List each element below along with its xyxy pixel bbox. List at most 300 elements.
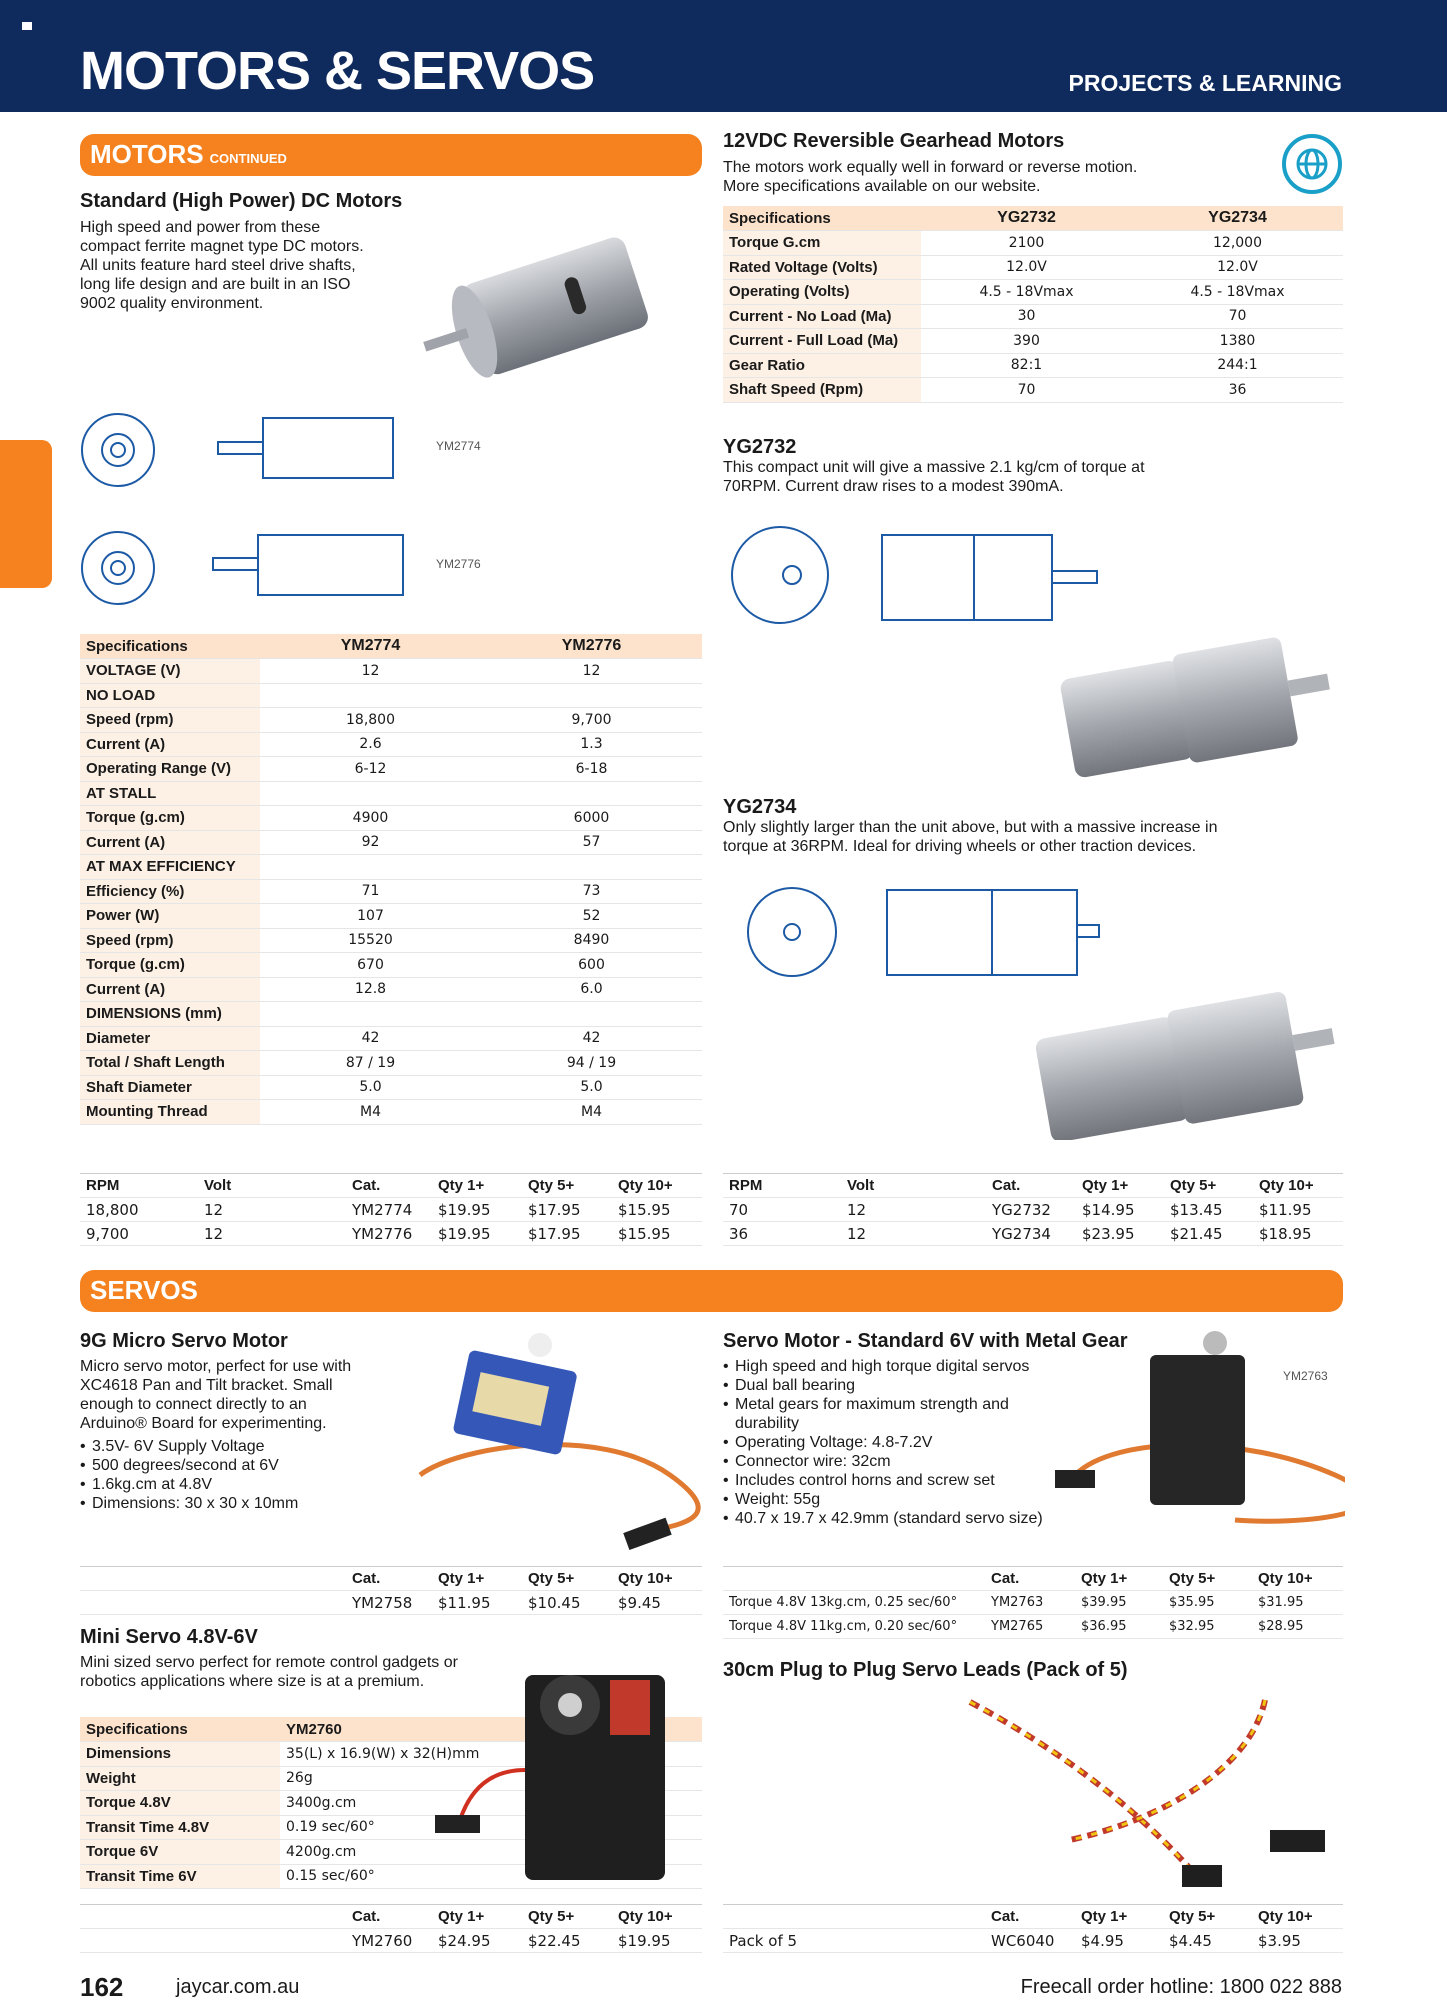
table-row [80,1198,702,1222]
leads-price-table [723,1904,1343,1953]
spec-label: DIMENSIONS (mm) [80,1002,260,1027]
table-cell: $15.95 [612,1222,702,1246]
spec-value: 6000 [481,806,702,831]
spec-value [481,781,702,806]
spec-value: 1.3 [481,732,702,757]
mini-price-table [80,1904,702,1953]
table-row [723,231,1343,256]
spec-value: 12 [260,659,481,684]
spec-value: 5.0 [260,1075,481,1100]
spec-value [260,683,481,708]
micro-desc-line: XC4618 Pan and Tilt bracket. Small [80,1377,333,1394]
spec-label: Transit Time 4.8V [80,1815,280,1840]
table-cell: YM2765 [985,1615,1075,1639]
spec-label: Current (A) [80,830,260,855]
diagram-label-ym2776: YM2776 [436,557,481,571]
price-header-cell: Cat. [985,1905,1075,1929]
spec-value [260,855,481,880]
spec-value: 1380 [1132,329,1343,354]
price-header-cell [723,1905,985,1929]
table-cell [80,1591,346,1615]
table-cell: $13.45 [1164,1198,1253,1222]
yg2734-photo [1030,975,1345,1140]
spec-value [260,781,481,806]
std-servo-photo [1045,1325,1345,1535]
spec-value: 600 [481,953,702,978]
dc-desc-line: long life design and are built in an ISO [80,276,351,293]
footer-hotline: Freecall order hotline: 1800 022 888 [1020,1976,1342,1998]
price-header-cell: Volt [198,1174,346,1198]
mini-desc-line: Mini sized servo perfect for remote control gadgets or [80,1654,458,1671]
spec-header-cell: Specifications [723,206,921,231]
page-number: 162 [80,1972,124,2000]
table-cell: YG2734 [986,1222,1076,1246]
table-row [80,683,702,708]
price-header-cell: Qty 10+ [1252,1567,1343,1591]
micro-desc-line: Micro servo motor, perfect for use with [80,1358,352,1375]
spec-value: 70 [921,378,1132,403]
dc-desc-line: High speed and power from these [80,219,321,236]
globe-icon [1282,134,1342,194]
yg2732-desc [723,458,1145,496]
mini-title: Mini Servo 4.8V-6V [80,1626,258,1648]
side-tab [0,440,52,588]
price-header-cell: Qty 5+ [522,1174,612,1198]
table-row [80,1222,702,1246]
spec-header-cell: Specifications [80,634,260,659]
table-row [80,1075,702,1100]
spec-value: 73 [481,879,702,904]
table-header-row [723,1174,1343,1198]
micro-desc-line: Arduino® Board for experimenting. [80,1415,327,1432]
section-title: PROJECTS & LEARNING [1068,70,1342,96]
table-header-row [80,1905,702,1929]
table-cell: WC6040 [985,1929,1075,1953]
spec-value: 8490 [481,928,702,953]
bullet-item: • High speed and high torque digital servos [723,1357,1093,1376]
table-cell: Torque 4.8V 13kg.cm, 0.25 sec/60° [723,1591,985,1615]
spec-label: Rated Voltage (Volts) [723,255,921,280]
table-row [723,353,1343,378]
table-cell: YM2760 [346,1929,432,1953]
spec-value: M4 [260,1100,481,1125]
table-header-row [80,1567,702,1591]
table-row [723,1198,1343,1222]
mini-desc-line: robotics applications where size is at a premium. [80,1673,425,1690]
table-row [723,1591,1343,1615]
table-row [723,329,1343,354]
bullet-item: • Includes control horns and screw set [723,1471,1093,1490]
bullet-item: • Dual ball bearing [723,1376,1093,1395]
table-cell: $18.95 [1253,1222,1343,1246]
dc-desc-line: compact ferrite magnet type DC motors. [80,238,364,255]
price-header-cell: Qty 5+ [1163,1905,1252,1929]
table-row [80,830,702,855]
spec-value: 5.0 [481,1075,702,1100]
motors-bar [80,134,702,176]
spec-value: 36 [1132,378,1343,403]
spec-value: 12.0V [1132,255,1343,280]
table-cell: $15.95 [612,1198,702,1222]
spec-label: Dimensions [80,1742,280,1767]
table-row [80,879,702,904]
table-cell: 12 [841,1198,986,1222]
price-header-cell: Qty 1+ [1076,1174,1164,1198]
gear-desc-line: The motors work equally well in forward or reverse motion. [723,159,1138,176]
dc-spec-table [80,634,702,1125]
menu-icon [22,22,32,30]
gear-desc [723,158,1137,196]
dc-price-table [80,1173,702,1246]
table-cell: 9,700 [80,1222,198,1246]
spec-value: M4 [481,1100,702,1125]
spec-label: Torque (g.cm) [80,953,260,978]
spec-value: 94 / 19 [481,1051,702,1076]
price-header-cell: Qty 10+ [612,1174,702,1198]
gear-desc-line: More specifications available on our website. [723,178,1041,195]
spec-value [481,683,702,708]
page-header [0,0,1447,112]
bullet-item: • 500 degrees/second at 6V [80,1456,298,1475]
std-servo-label: YM2763 [1283,1369,1328,1383]
gear-price-table [723,1173,1343,1246]
table-cell: Torque 4.8V 11kg.cm, 0.20 sec/60° [723,1615,985,1639]
price-header-cell: RPM [80,1174,198,1198]
table-row [80,1929,702,1953]
spec-value: 107 [260,904,481,929]
dc-desc-line: All units feature hard steel drive shafts, [80,257,356,274]
spec-value: 6-12 [260,757,481,782]
spec-label: Diameter [80,1026,260,1051]
price-header-cell: Cat. [346,1174,432,1198]
std-title: Servo Motor - Standard 6V with Metal Gear [723,1330,1128,1352]
table-cell: 12 [841,1222,986,1246]
spec-value: 4.5 - 18Vmax [1132,280,1343,305]
table-row [80,806,702,831]
spec-label: Torque 6V [80,1840,280,1865]
spec-label: Current - Full Load (Ma) [723,329,921,354]
table-cell: $11.95 [432,1591,522,1615]
price-header-cell: Volt [841,1174,986,1198]
dc-title: Standard (High Power) DC Motors [80,190,403,212]
spec-value: 2100 [921,231,1132,256]
servos-bar-title: SERVOS [90,1275,198,1305]
table-row [80,732,702,757]
motors-bar-title: MOTORS [90,139,204,169]
spec-label: Shaft Diameter [80,1075,260,1100]
spec-value: 82:1 [921,353,1132,378]
dc-motor-diagram [78,390,498,620]
gear-title: 12VDC Reversible Gearhead Motors [723,130,1065,152]
spec-label: AT MAX EFFICIENCY [80,855,260,880]
table-cell: $17.95 [522,1222,612,1246]
spec-value: 57 [481,830,702,855]
price-header-cell: Qty 10+ [612,1567,702,1591]
table-row [723,1615,1343,1639]
table-cell: 12 [198,1222,346,1246]
table-cell: $19.95 [432,1198,522,1222]
spec-label: Mounting Thread [80,1100,260,1125]
spec-value: 18,800 [260,708,481,733]
table-cell: $19.95 [432,1222,522,1246]
yg2732-desc-line: 70RPM. Current draw rises to a modest 390mA. [723,478,1064,495]
price-header-cell: Cat. [986,1174,1076,1198]
spec-label: Torque (g.cm) [80,806,260,831]
page-title: MOTORS & SERVOS [80,41,595,101]
spec-label: Current (A) [80,977,260,1002]
table-cell: $24.95 [432,1929,522,1953]
price-header-cell: Qty 1+ [432,1567,522,1591]
spec-label: Shaft Speed (Rpm) [723,378,921,403]
footer-url[interactable]: jaycar.com.au [176,1976,300,1998]
micro-title: 9G Micro Servo Motor [80,1330,288,1352]
price-header-cell: RPM [723,1174,841,1198]
table-cell: $36.95 [1075,1615,1163,1639]
std-bullets [723,1357,1093,1528]
spec-label: Transit Time 6V [80,1864,280,1889]
table-row [80,659,702,684]
spec-label: Efficiency (%) [80,879,260,904]
table-cell: 70 [723,1198,841,1222]
spec-value: 42 [260,1026,481,1051]
servos-bar [80,1270,1343,1312]
table-row [80,1051,702,1076]
spec-header-cell: YM2776 [481,634,702,659]
table-cell: 12 [198,1198,346,1222]
spec-label: Speed (rpm) [80,708,260,733]
spec-value: 71 [260,879,481,904]
spec-value: 244:1 [1132,353,1343,378]
bullet-item: • Dimensions: 30 x 30 x 10mm [80,1494,298,1513]
spec-label: VOLTAGE (V) [80,659,260,684]
spec-value: 4.5 - 18Vmax [921,280,1132,305]
table-cell: Pack of 5 [723,1929,985,1953]
spec-label: AT STALL [80,781,260,806]
price-header-cell: Cat. [346,1905,432,1929]
table-row [723,304,1343,329]
table-row [80,904,702,929]
table-header-row [723,206,1343,231]
price-header-cell: Qty 5+ [522,1567,612,1591]
yg2734-desc-line: torque at 36RPM. Ideal for driving wheels or other traction devices. [723,838,1197,855]
bullet-item: • Metal gears for maximum strength and durability [723,1395,1023,1433]
table-header-row [723,1905,1343,1929]
motors-bar-sub: CONTINUED [209,151,287,166]
price-header-cell: Cat. [346,1567,432,1591]
table-row [723,280,1343,305]
table-cell: $4.95 [1075,1929,1163,1953]
table-cell: $32.95 [1163,1615,1252,1639]
price-header-cell: Qty 1+ [1075,1905,1163,1929]
table-row [723,378,1343,403]
spec-value: 15520 [260,928,481,953]
bullet-item: • 40.7 x 19.7 x 42.9mm (standard servo size) [723,1509,1093,1528]
table-cell: $4.45 [1163,1929,1252,1953]
spec-header-cell: Specifications [80,1717,280,1742]
table-cell: 36 [723,1222,841,1246]
table-cell: $10.45 [522,1591,612,1615]
table-cell: $14.95 [1076,1198,1164,1222]
spec-value: 42 [481,1026,702,1051]
spec-value: 12.0V [921,255,1132,280]
yg2732-photo [1045,612,1345,792]
table-row [80,977,702,1002]
table-cell: $11.95 [1253,1198,1343,1222]
mini-servo-photo [430,1650,705,1900]
table-cell: $28.95 [1252,1615,1343,1639]
spec-value: 0.19 sec/60° [280,1815,702,1840]
table-cell: $9.45 [612,1591,702,1615]
spec-value: 390 [921,329,1132,354]
table-cell: YM2774 [346,1198,432,1222]
spec-value: 3400g.cm [280,1791,702,1816]
leads-title: 30cm Plug to Plug Servo Leads (Pack of 5) [723,1659,1128,1681]
spec-value: 12,000 [1132,231,1343,256]
table-header-row [80,1174,702,1198]
spec-value: 2.6 [260,732,481,757]
spec-value: 0.15 sec/60° [280,1864,702,1889]
spec-label: Gear Ratio [723,353,921,378]
spec-value [481,855,702,880]
dc-desc [80,218,364,313]
table-row [723,1222,1343,1246]
spec-value: 30 [921,304,1132,329]
bullet-item: • 3.5V- 6V Supply Voltage [80,1437,298,1456]
spec-label: NO LOAD [80,683,260,708]
table-row [80,928,702,953]
table-cell: $21.45 [1164,1222,1253,1246]
price-header-cell: Qty 10+ [1252,1905,1343,1929]
spec-value: 70 [1132,304,1343,329]
table-cell: $39.95 [1075,1591,1163,1615]
spec-value: 35(L) x 16.9(W) x 32(H)mm [280,1742,702,1767]
spec-value [260,1002,481,1027]
yg2734-title: YG2734 [723,796,797,818]
table-header-row [80,634,702,659]
spec-value: 9,700 [481,708,702,733]
table-cell: YG2732 [986,1198,1076,1222]
spec-label: Torque 4.8V [80,1791,280,1816]
price-header-cell: Cat. [985,1567,1075,1591]
table-row [723,1929,1343,1953]
table-row [80,1002,702,1027]
price-header-cell: Qty 5+ [522,1905,612,1929]
table-row [80,855,702,880]
spec-value: 4900 [260,806,481,831]
table-cell: $19.95 [612,1929,702,1953]
spec-label: Torque G.cm [723,231,921,256]
spec-label: Current - No Load (Ma) [723,304,921,329]
spec-value: 52 [481,904,702,929]
price-header-cell: Qty 1+ [432,1905,522,1929]
diagram-label-ym2774: YM2774 [436,439,481,453]
table-cell: $17.95 [522,1198,612,1222]
micro-bullets [80,1437,298,1513]
price-header-cell [723,1567,985,1591]
spec-header-cell: YG2732 [921,206,1132,231]
price-header-cell [80,1905,346,1929]
std-price-table [723,1566,1343,1639]
table-row [80,1100,702,1125]
price-header-cell: Qty 1+ [432,1174,522,1198]
spec-value: 670 [260,953,481,978]
spec-value: 92 [260,830,481,855]
table-cell: $23.95 [1076,1222,1164,1246]
spec-label: Total / Shaft Length [80,1051,260,1076]
spec-header-cell: YG2734 [1132,206,1343,231]
table-row [80,953,702,978]
table-cell [80,1929,346,1953]
spec-value: 4200g.cm [280,1840,702,1865]
yg2734-desc-line: Only slightly larger than the unit above, but with a massive increase in [723,819,1218,836]
table-header-row [723,1567,1343,1591]
spec-header-cell: YM2760 [280,1717,702,1742]
spec-label: Weight [80,1766,280,1791]
table-cell: YM2758 [346,1591,432,1615]
spec-value: 6-18 [481,757,702,782]
table-cell: YM2763 [985,1591,1075,1615]
spec-label: Operating Range (V) [80,757,260,782]
table-row [723,255,1343,280]
spec-value: 12 [481,659,702,684]
table-cell: YM2776 [346,1222,432,1246]
table-cell: $22.45 [522,1929,612,1953]
spec-label: Operating (Volts) [723,280,921,305]
dc-motor-photo [410,215,690,390]
micro-servo-photo [400,1325,705,1550]
spec-value: 87 / 19 [260,1051,481,1076]
mini-desc [80,1653,458,1691]
price-header-cell: Qty 10+ [1253,1174,1343,1198]
spec-header-cell: YM2774 [260,634,481,659]
price-header-cell: Qty 1+ [1075,1567,1163,1591]
bullet-item: • Weight: 55g [723,1490,1093,1509]
spec-label: Power (W) [80,904,260,929]
table-cell: $35.95 [1163,1591,1252,1615]
table-row [80,708,702,733]
table-cell: $3.95 [1252,1929,1343,1953]
gear-spec-table [723,206,1343,403]
dc-desc-line: 9002 quality environment. [80,295,264,312]
yg2732-title: YG2732 [723,436,797,458]
micro-price-table [80,1566,702,1615]
yg2734-desc [723,818,1217,856]
bullet-item: • Connector wire: 32cm [723,1452,1093,1471]
spec-value: 6.0 [481,977,702,1002]
bullet-item: • 1.6kg.cm at 4.8V [80,1475,298,1494]
price-header-cell: Qty 10+ [612,1905,702,1929]
price-header-cell: Qty 5+ [1163,1567,1252,1591]
spec-value: 26g [280,1766,702,1791]
table-row [80,1026,702,1051]
table-row [80,757,702,782]
spec-value [481,1002,702,1027]
yg2732-desc-line: This compact unit will give a massive 2.1 kg/cm of torque at [723,459,1145,476]
micro-desc-line: enough to connect directly to an [80,1396,307,1413]
spec-label: Current (A) [80,732,260,757]
table-cell: 18,800 [80,1198,198,1222]
table-row [80,781,702,806]
price-header-cell [80,1567,346,1591]
table-cell: $31.95 [1252,1591,1343,1615]
servo-leads-photo [960,1690,1345,1895]
spec-label: Speed (rpm) [80,928,260,953]
spec-value: 12.8 [260,977,481,1002]
price-header-cell: Qty 5+ [1164,1174,1253,1198]
bullet-item: • Operating Voltage: 4.8-7.2V [723,1433,1093,1452]
table-row [80,1591,702,1615]
micro-desc [80,1357,351,1433]
